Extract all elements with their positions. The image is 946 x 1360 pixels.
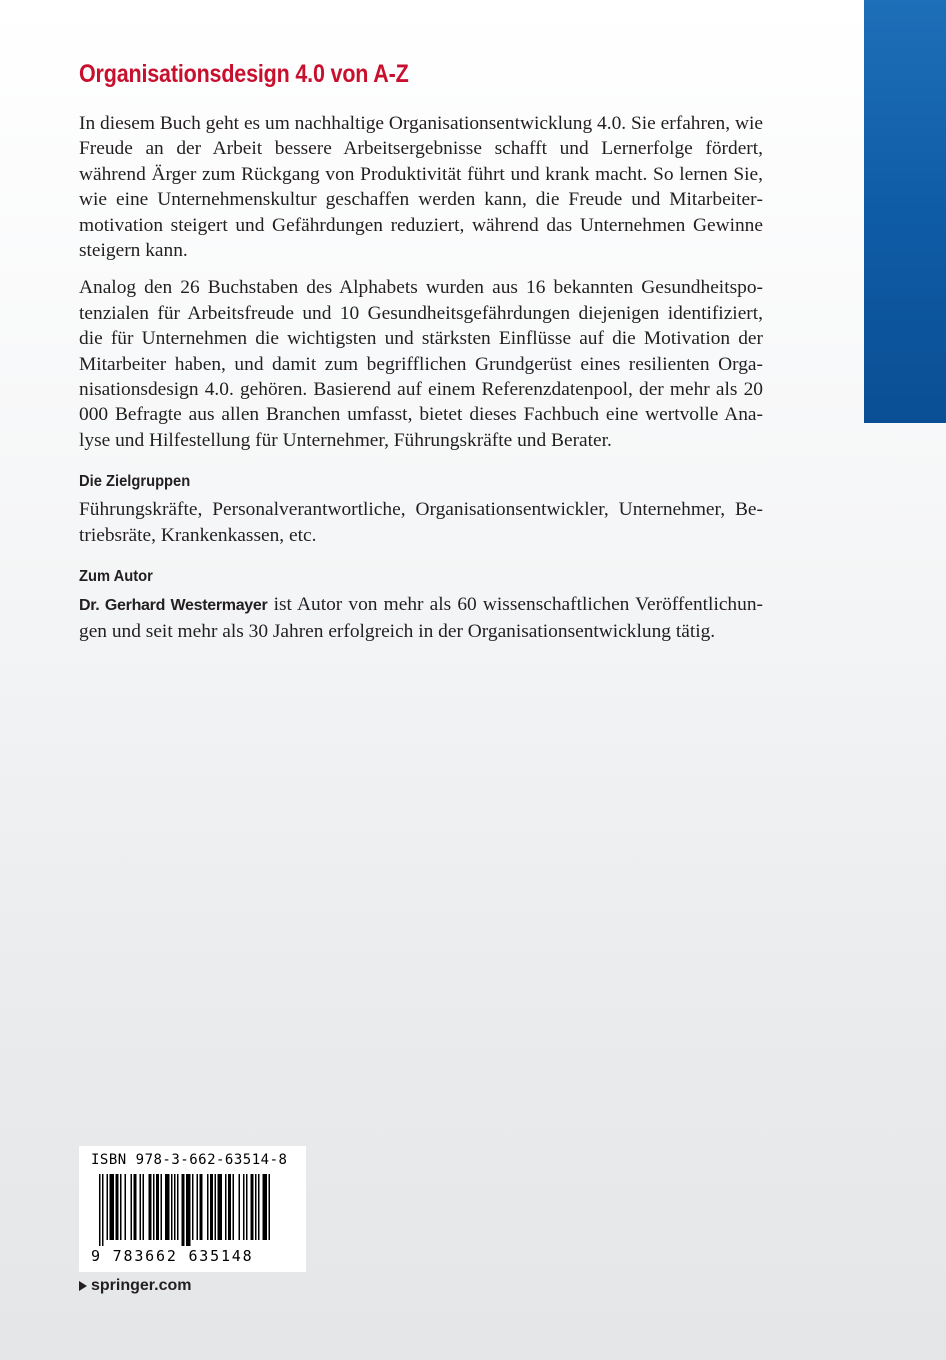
barcode-bar [102, 1174, 104, 1246]
book-title: Organisationsdesign 4.0 von A-Z [79, 60, 409, 88]
barcode-bar [143, 1174, 145, 1240]
barcode-bar [263, 1174, 268, 1240]
barcode-bar [125, 1174, 127, 1240]
author-heading: Zum Autor [79, 568, 153, 586]
barcode-bar [110, 1174, 115, 1240]
arrow-right-icon [79, 1281, 87, 1291]
barcode-bar [258, 1174, 260, 1240]
author-paragraph [79, 592, 763, 644]
barcode-bar [161, 1174, 163, 1240]
author-bio: ist Autor von mehr als 60 wissenschaftlichen Veröffentlichungen und seit mehr als 30 Jahren erfolgreich in der Organisationsentwicklung tätig. [79, 594, 763, 642]
target-groups-text: Führungskräfte, Personalverantwortliche, Organisationsentwickler, Unternehmer, Betriebsräte, Krankenkassen, etc. [79, 499, 763, 546]
barcode-bar [192, 1174, 194, 1240]
barcode-bar [165, 1174, 170, 1240]
description-paragraph-2: Analog den 26 Buchstaben des Alphabets wurden aus 16 bekannten Gesundheitspotenzialen für Arbeitsfreude und 10 Gesundheitsgefährdungen diejenigen identifiziert, die für Unternehmen die wichtigsten und stärksten Einflüsse auf die Motivation der Mitarbeiter haben, und damit zum begrifflichen Grundgerüst eines resilienten Organisationsdesign 4.0. gehören. Basierend auf einem Referenzdatenpool, der mehr als 20 000 Befragte aus allen Branchen umfasst, bietet dieses Fachbuch eine wertvolle Analyse und Hilfestellung für Unternehmer, Führungskräfte und Berater. [79, 277, 763, 451]
barcode-bar [131, 1174, 133, 1240]
description-paragraph-1: In diesem Buch geht es um nachhaltige Organisationsentwicklung 4.0. Sie erfahren, wie Freude an der Arbeit bessere Arbeitsergebnisse schafft und Lernerfolge fördert, während Ärger zum Rückgang von Produktivität führt und krank macht. So lernen Sie, wie eine Unternehmenskultur geschaffen werden kann, die Freude und Mitarbeitermotivation steigert und Gefährdungen reduziert, während das Unternehmen Gewinne steigern kann. [79, 113, 763, 262]
barcode-bar [218, 1174, 223, 1240]
barcode-bar [239, 1174, 241, 1240]
barcode-bar [171, 1174, 173, 1240]
barcode-bar [174, 1174, 176, 1240]
barcode-bar [251, 1174, 254, 1240]
isbn-barcode [79, 1146, 306, 1272]
publisher-link[interactable] [79, 1277, 191, 1295]
barcode-bar [116, 1174, 119, 1240]
barcode-bar [200, 1174, 203, 1240]
barcode-bar [177, 1174, 179, 1240]
barcode-bar [149, 1174, 152, 1240]
blue-spine-bar [864, 0, 946, 423]
barcode-bars [91, 1174, 294, 1246]
barcode-bar [153, 1174, 155, 1240]
barcode-bar [255, 1174, 257, 1240]
barcode-bar [140, 1174, 142, 1240]
barcode-bar [225, 1174, 227, 1240]
barcode-bar [99, 1174, 101, 1246]
back-cover-text [79, 60, 763, 656]
isbn-label: ISBN 978-3-662-63514-8 [91, 1152, 288, 1168]
barcode-bar [269, 1174, 271, 1240]
barcode-bar [246, 1174, 248, 1240]
barcode-bar [134, 1174, 137, 1240]
barcode-bar [228, 1174, 231, 1240]
barcode-bar [210, 1174, 213, 1240]
barcode-digits: 9 783662 635148 [91, 1247, 254, 1265]
target-groups-heading: Die Zielgruppen [79, 473, 191, 491]
barcode-bar [156, 1174, 159, 1240]
barcode-bar [243, 1174, 245, 1240]
barcode-bar [215, 1174, 217, 1240]
barcode-bar [120, 1174, 122, 1240]
barcode-bar [197, 1174, 199, 1240]
barcode-bar [182, 1174, 185, 1246]
barcode-bar [107, 1174, 109, 1240]
barcode-bar [233, 1174, 235, 1240]
barcode-bar [186, 1174, 191, 1246]
author-name: Dr. Gerhard Westermayer [79, 597, 268, 615]
barcode-bar [207, 1174, 209, 1240]
publisher-link-text: springer.com [91, 1277, 192, 1294]
